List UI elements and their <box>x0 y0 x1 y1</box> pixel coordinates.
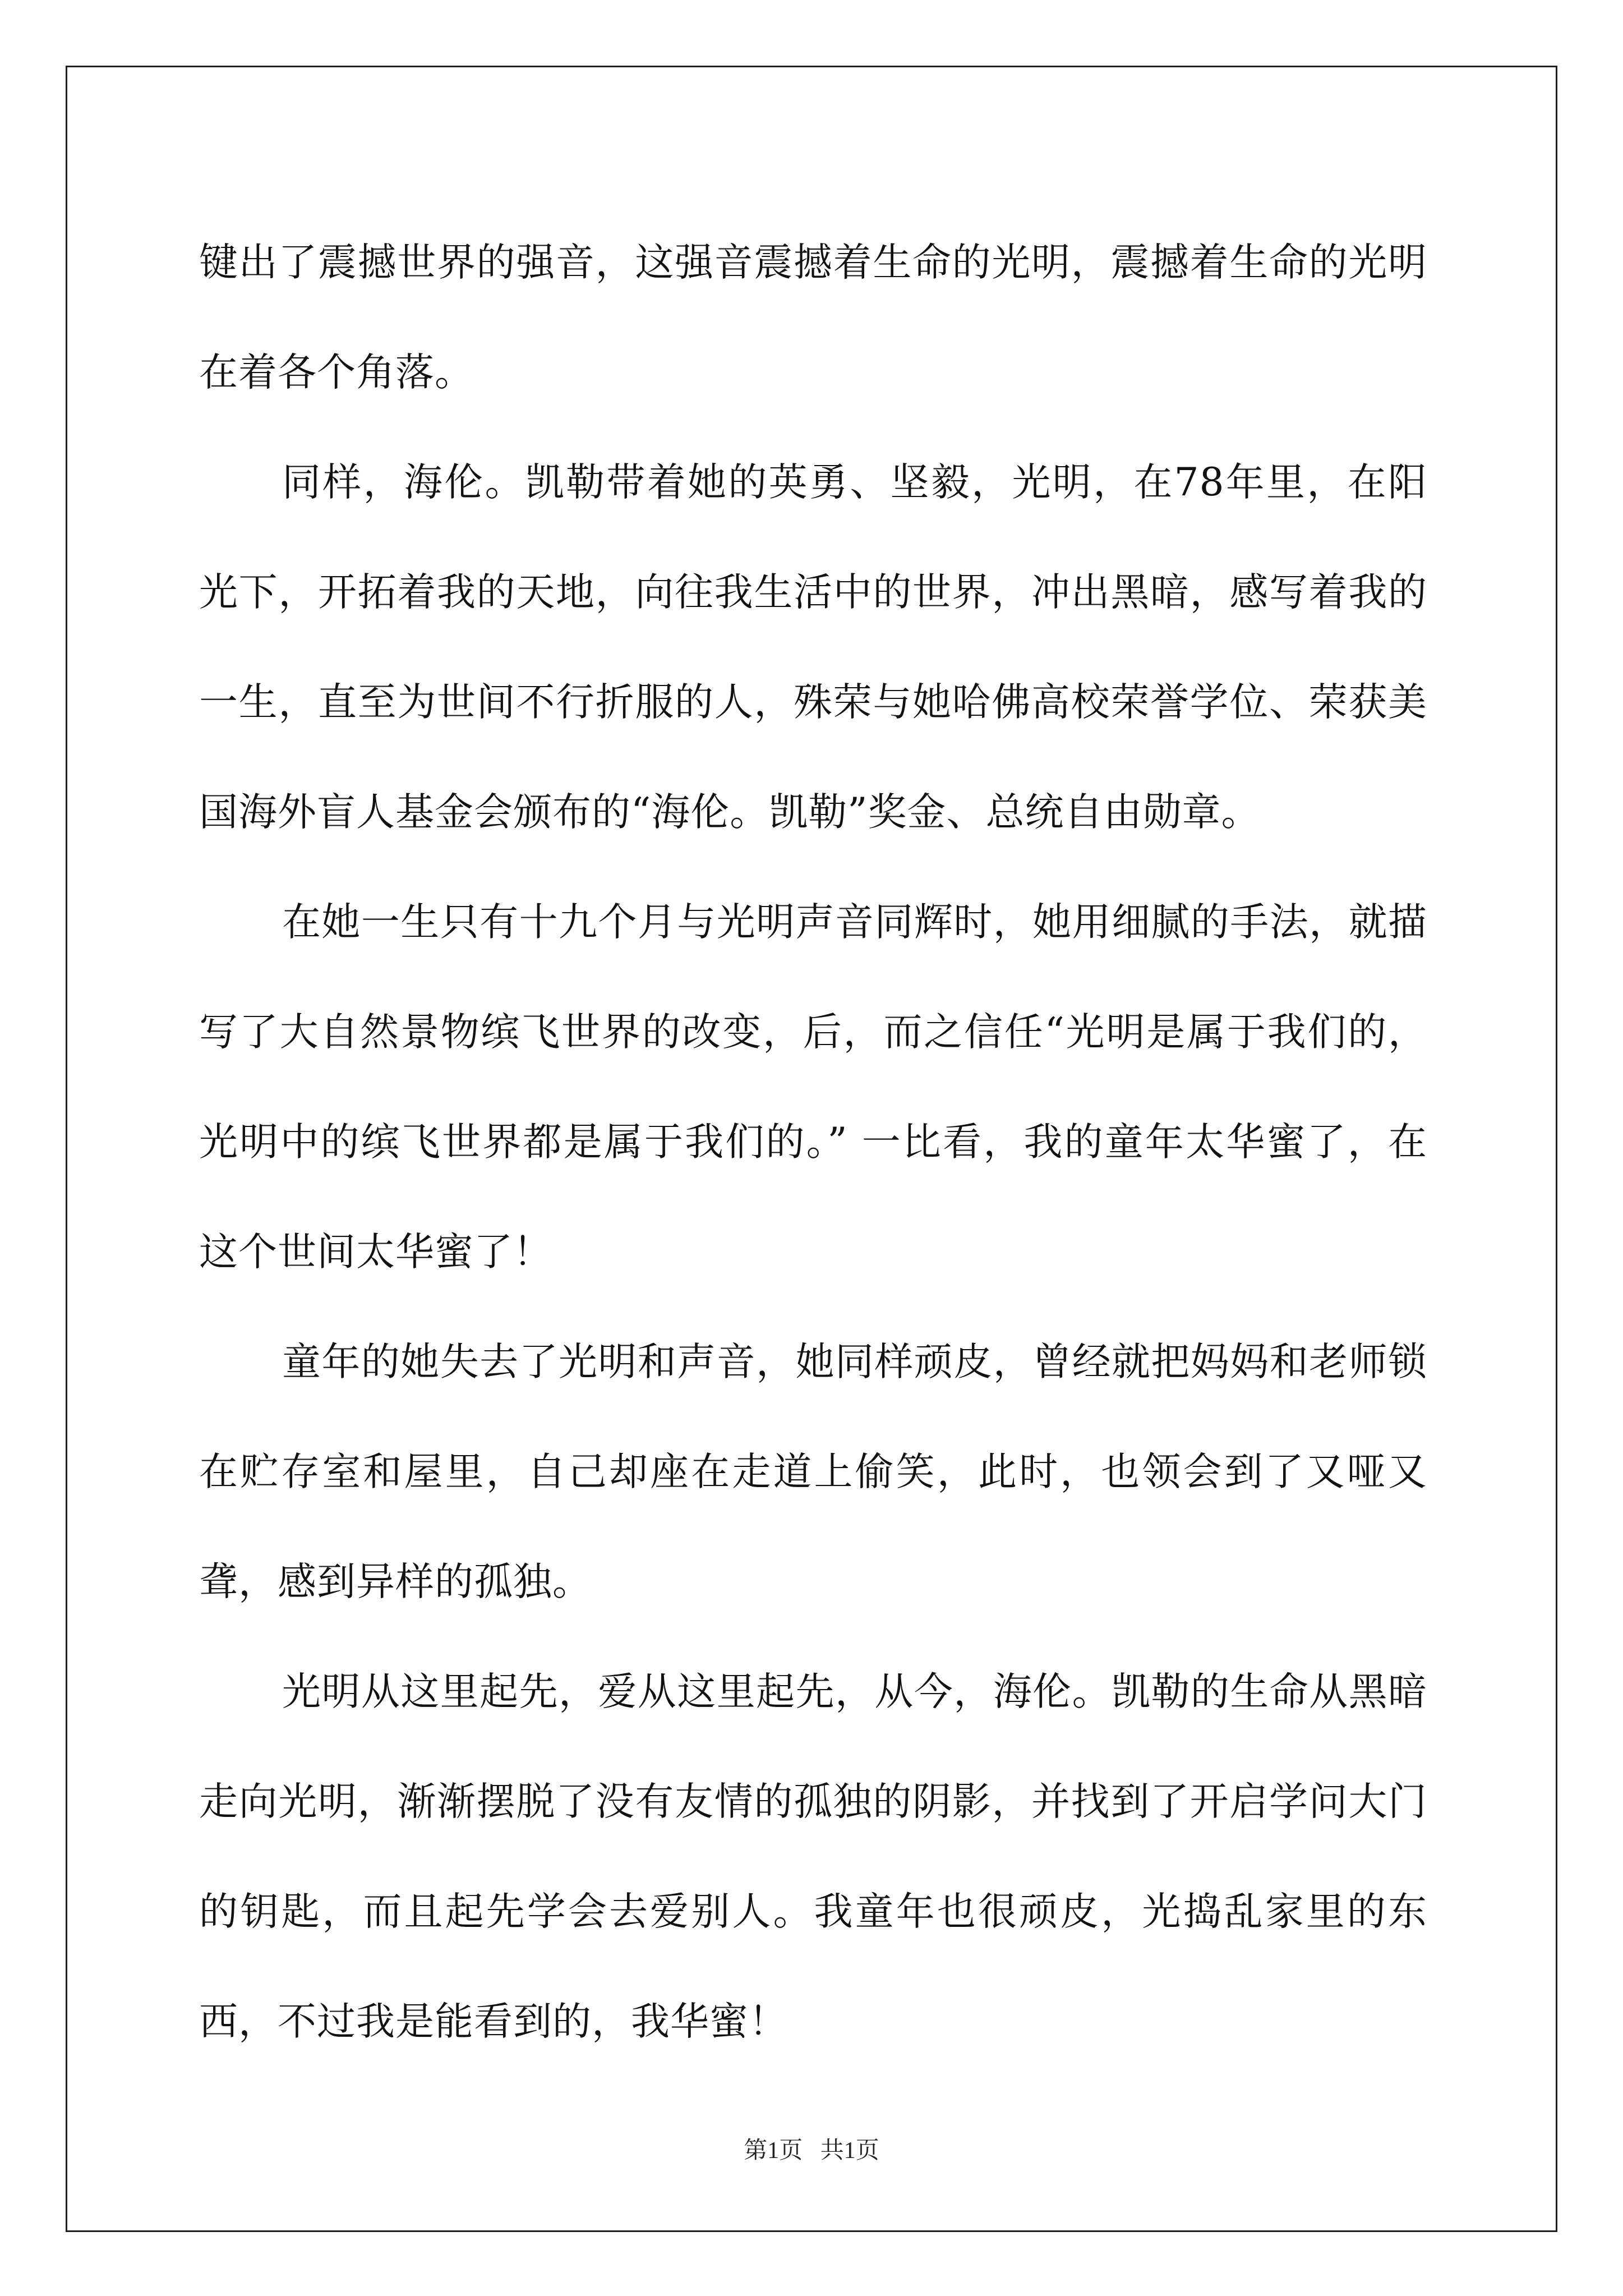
page-number-footer: 第1页 共1页 <box>744 2138 879 2164</box>
paragraph-3: 在她一生只有十九个月与光明声音同辉时，她用细腻的手法，就描写了大自然景物缤飞世界的改变，后，而之信任“光明是属于我们的，光明中的缤飞世界都是属于我们的。” 一比看，我的童年太华蜜了，在这个世间太华蜜了！ <box>199 900 1427 1274</box>
paragraph-1: 键出了震撼世界的强音，这强音震撼着生命的光明，震撼着生命的光明在着各个角落。 <box>199 240 1427 395</box>
paragraph-4: 童年的她失去了光明和声音，她同样顽皮，曾经就把妈妈和老师锁在贮存室和屋里，自己却座在走道上偷笑，此时，也领会到了又哑又聋，感到异样的孤独。 <box>199 1340 1427 1604</box>
paragraph-2: 同样，海伦。凯勒带着她的英勇、坚毅，光明，在78年里，在阳光下，开拓着我的天地，向往我生活中的世界，冲出黑暗，感写着我的一生，直至为世间不行折服的人，殊荣与她哈佛高校荣誉学位、荣获美国海外盲人基金会颁布的“海伦。凯勒”奖金、总统自由勋章。 <box>199 460 1427 835</box>
document-body <box>199 208 1427 2077</box>
paragraph-5: 光明从这里起先，爱从这里起先，从今，海伦。凯勒的生命从黑暗走向光明，渐渐摆脱了没有友情的孤独的阴影，并找到了开启学问大门的钥匙，而且起先学会去爱别人。我童年也很顽皮，光捣乱家里的东西，不过我是能看到的，我华蜜！ <box>199 1669 1427 2044</box>
